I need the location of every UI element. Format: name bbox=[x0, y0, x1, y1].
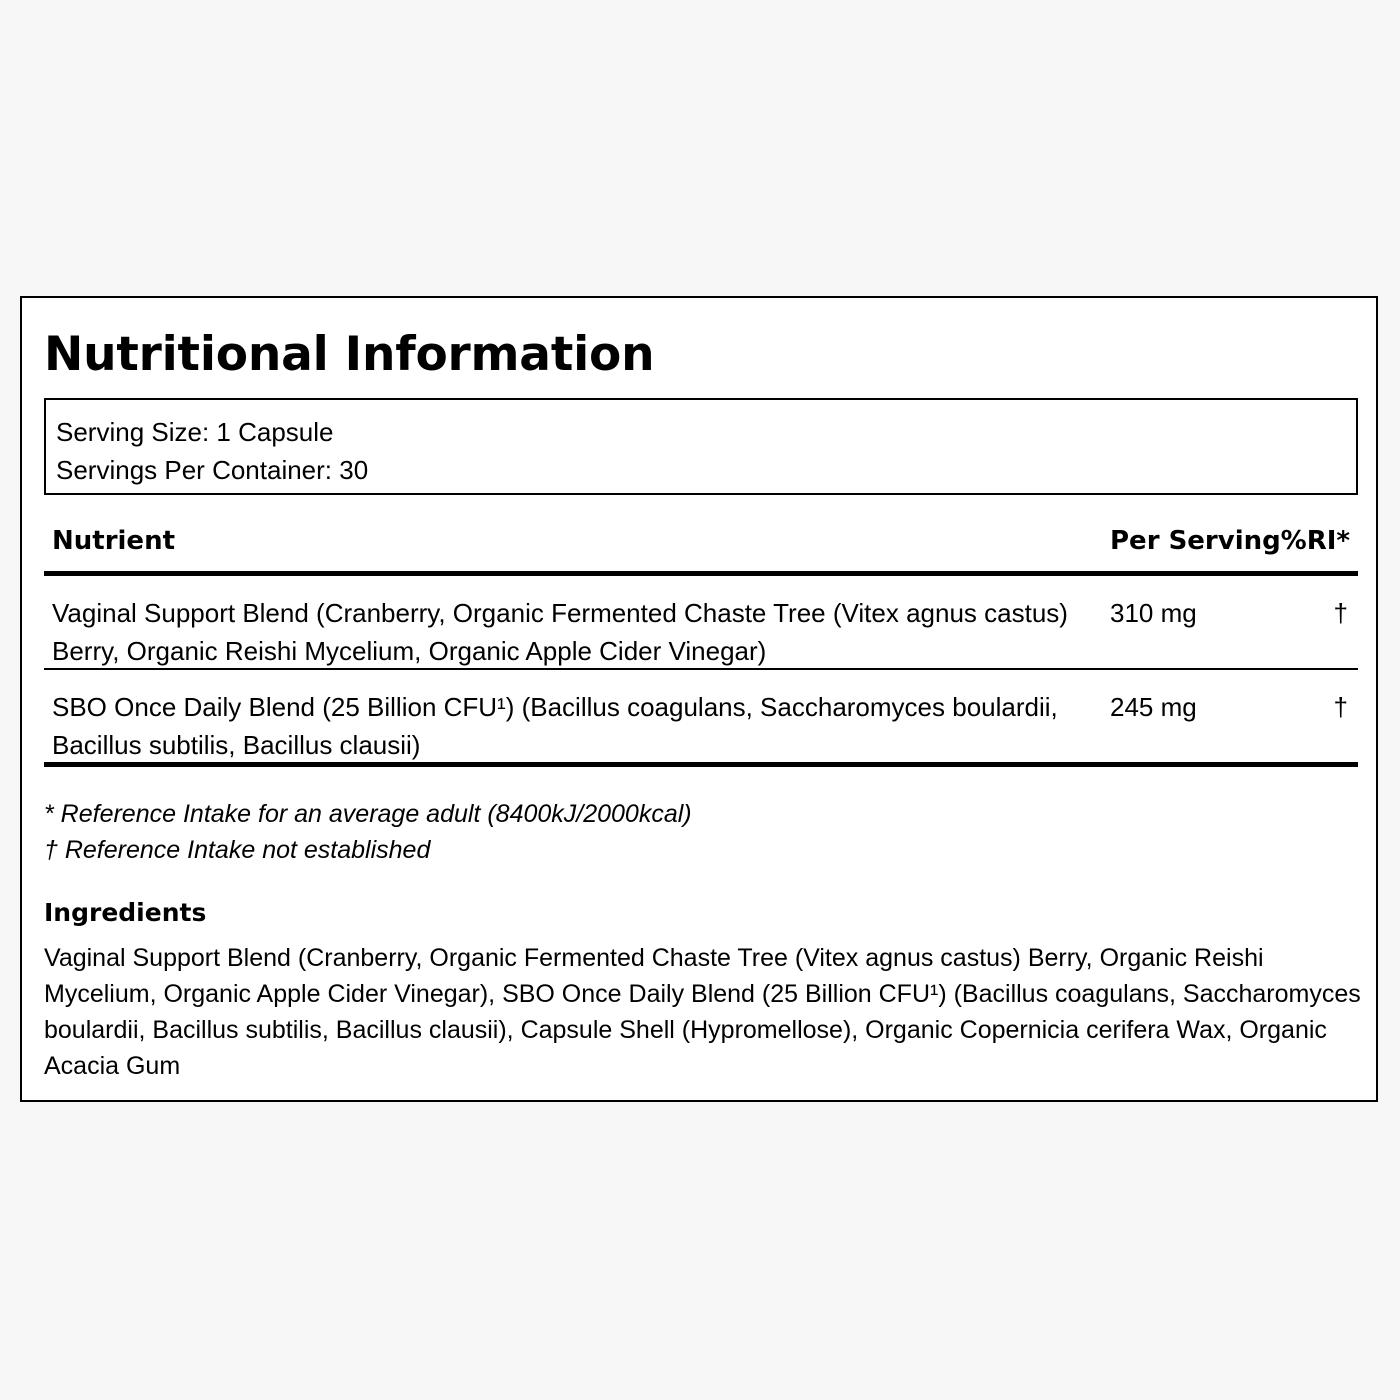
page-title: Nutritional Information bbox=[44, 327, 655, 382]
nutrition-panel bbox=[20, 296, 1378, 1102]
nutrient-name: Vaginal Support Blend (Cranberry, Organic Fermented Chaste Tree (Vitex agnus castus) Berry, Organic Reishi Mycelium, Organic Apple Cider Vinegar) bbox=[52, 598, 1068, 666]
header-per-serving: Per Serving bbox=[1110, 526, 1281, 556]
table-row bbox=[44, 670, 1358, 767]
nutrient-ri: † bbox=[1333, 598, 1348, 628]
nutrient-ri: † bbox=[1333, 692, 1348, 722]
nutrient-name: SBO Once Daily Blend (25 Billion CFU¹) (Bacillus coagulans, Saccharomyces boulardii, Bacillus subtilis, Bacillus clausii) bbox=[52, 692, 1058, 760]
ingredients-heading: Ingredients bbox=[44, 898, 207, 927]
table-row bbox=[44, 576, 1358, 670]
ingredients-text: Vaginal Support Blend (Cranberry, Organic Fermented Chaste Tree (Vitex agnus castus) Berry, Organic Reishi Mycelium, Organic Apple Cider Vinegar), SBO Once Daily Blend (25 Billion CFU¹) (Bacillus coagulans, Saccharomyces boulardii, Bacillus subtilis, Bacillus clausii), Capsule Shell (Hypromellose), Organic Copernicia cerifera Wax, Organic Acacia Gum bbox=[44, 944, 1361, 1080]
nutrient-amount: 310 mg bbox=[1110, 598, 1197, 628]
footnote-reference-intake: * Reference Intake for an average adult (8400kJ/2000kcal) bbox=[44, 800, 692, 828]
table-header bbox=[44, 517, 1358, 576]
footnote-not-established: † Reference Intake not established bbox=[44, 836, 431, 864]
serving-info-box bbox=[44, 398, 1358, 495]
footnotes bbox=[44, 796, 692, 868]
serving-size: Serving Size: 1 Capsule bbox=[56, 417, 334, 447]
header-ri: %RI* bbox=[1280, 526, 1350, 556]
header-nutrient: Nutrient bbox=[52, 526, 176, 556]
servings-per-container: Servings Per Container: 30 bbox=[56, 455, 369, 485]
nutrient-amount: 245 mg bbox=[1110, 692, 1197, 722]
nutrient-table bbox=[44, 517, 1358, 767]
